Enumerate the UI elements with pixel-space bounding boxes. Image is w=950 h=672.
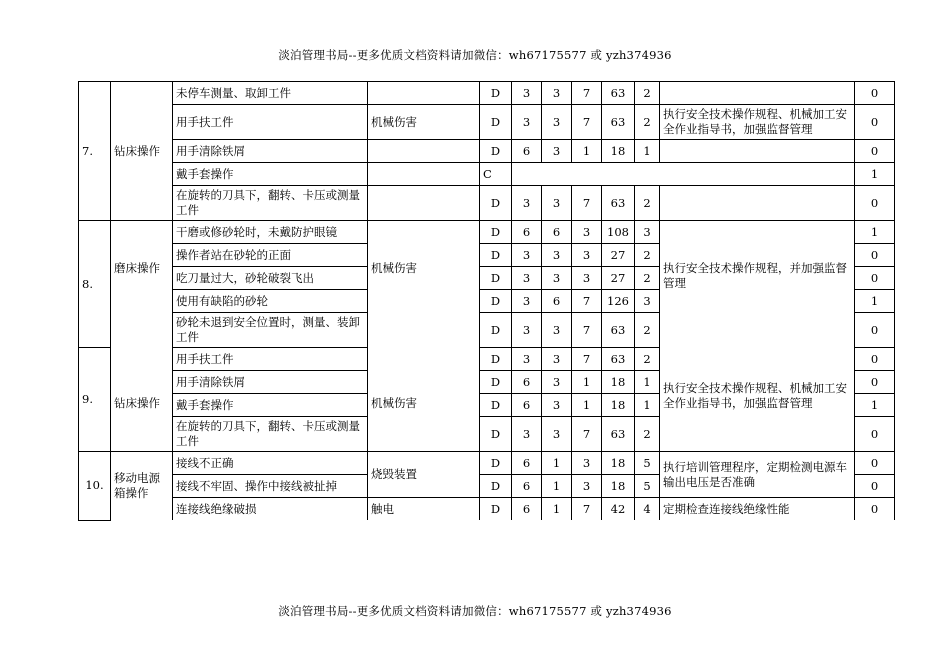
group-number: 7. — [79, 82, 111, 221]
c-value: 3 — [572, 267, 602, 290]
table-row — [79, 452, 895, 475]
table-row — [79, 82, 895, 105]
table-row — [79, 221, 895, 244]
task-name: 钻床操作 — [111, 82, 173, 221]
level-value: 1 — [635, 371, 660, 394]
consequence-cell: 机械伤害 — [368, 105, 480, 140]
l-value: 6 — [512, 371, 542, 394]
task-name: 移动电源箱操作 — [111, 452, 173, 521]
method-cell: D — [480, 82, 512, 105]
hazard-cell: 未停车测量、取卸工件 — [173, 82, 368, 105]
table-row — [79, 163, 895, 186]
l-value: 3 — [512, 186, 542, 221]
task-name — [111, 221, 173, 452]
level-value: 2 — [635, 82, 660, 105]
hazard-cell: 用手清除铁屑 — [173, 140, 368, 163]
e-value: 1 — [542, 452, 572, 475]
e-value: 1 — [542, 498, 572, 521]
level-value: 5 — [635, 475, 660, 498]
level-value: 3 — [635, 221, 660, 244]
consequence-cell — [368, 82, 480, 105]
measure-cell — [660, 140, 855, 163]
extra-value: 1 — [855, 163, 895, 186]
level-value: 2 — [635, 313, 660, 348]
method-cell: D — [480, 452, 512, 475]
c-value: 7 — [572, 498, 602, 521]
hazard-cell: 在旋转的刀具下，翻转、卡压或测量工件 — [173, 417, 368, 452]
table-row — [79, 186, 895, 221]
c-value: 3 — [572, 452, 602, 475]
group-number: 8. — [79, 221, 111, 348]
measure-9: 执行安全技术操作规程、机械加工安全作业指导书，加强监督管理 — [663, 381, 847, 410]
c-value: 7 — [572, 82, 602, 105]
level-value: 2 — [635, 105, 660, 140]
measure-cell — [660, 221, 855, 452]
hazard-cell: 使用有缺陷的砂轮 — [173, 290, 368, 313]
method-cell: D — [480, 313, 512, 348]
task-name-8: 磨床操作 — [114, 261, 160, 275]
consequence-9: 机械伤害 — [371, 396, 417, 410]
l-value: 6 — [512, 452, 542, 475]
hazard-cell: 用手清除铁屑 — [173, 371, 368, 394]
measure-cell: 定期检查连接线绝缘性能 — [660, 498, 855, 521]
table-row — [79, 140, 895, 163]
extra-value: 0 — [855, 186, 895, 221]
l-value: 6 — [512, 221, 542, 244]
hazard-cell: 砂轮未退到安全位置时，测量、装卸工件 — [173, 313, 368, 348]
score-value: 63 — [602, 186, 635, 221]
hazard-cell: 吃刀量过大，砂轮破裂飞出 — [173, 267, 368, 290]
measure-8: 执行安全技术操作规程，并加强监督管理 — [663, 261, 847, 290]
c-value: 7 — [572, 105, 602, 140]
extra-value: 1 — [855, 290, 895, 313]
level-value: 5 — [635, 452, 660, 475]
e-value: 3 — [542, 348, 572, 371]
hazard-cell: 戴手套操作 — [173, 163, 368, 186]
merged-empty-cell — [512, 163, 855, 186]
hazard-cell: 在旋转的刀具下，翻转、卡压或测量工件 — [173, 186, 368, 221]
score-value: 27 — [602, 267, 635, 290]
c-value: 7 — [572, 417, 602, 452]
l-value: 3 — [512, 290, 542, 313]
method-cell: D — [480, 475, 512, 498]
e-value: 3 — [542, 394, 572, 417]
hazard-cell: 连接线绝缘破损 — [173, 498, 368, 521]
risk-assessment-table — [78, 81, 895, 521]
l-value: 3 — [512, 105, 542, 140]
method-cell: D — [480, 498, 512, 521]
c-value: 3 — [572, 475, 602, 498]
e-value: 6 — [542, 290, 572, 313]
method-cell: D — [480, 140, 512, 163]
e-value: 3 — [542, 417, 572, 452]
e-value: 6 — [542, 221, 572, 244]
consequence-8: 机械伤害 — [371, 261, 417, 275]
level-value: 1 — [635, 140, 660, 163]
e-value: 3 — [542, 105, 572, 140]
score-value: 18 — [602, 394, 635, 417]
e-value: 3 — [542, 244, 572, 267]
method-cell: D — [480, 186, 512, 221]
extra-value: 1 — [855, 221, 895, 244]
l-value: 6 — [512, 498, 542, 521]
score-value: 18 — [602, 371, 635, 394]
score-value: 63 — [602, 82, 635, 105]
extra-value: 1 — [855, 394, 895, 417]
score-value: 63 — [602, 105, 635, 140]
score-value: 18 — [602, 475, 635, 498]
c-value: 1 — [572, 394, 602, 417]
hazard-cell: 干磨或修砂轮时，未戴防护眼镜 — [173, 221, 368, 244]
level-value: 1 — [635, 394, 660, 417]
score-value: 42 — [602, 498, 635, 521]
extra-value: 0 — [855, 313, 895, 348]
score-value: 27 — [602, 244, 635, 267]
table-row — [79, 498, 895, 521]
e-value: 3 — [542, 371, 572, 394]
method-cell: D — [480, 244, 512, 267]
score-value: 126 — [602, 290, 635, 313]
group-number: 9. — [79, 348, 111, 452]
l-value: 3 — [512, 313, 542, 348]
consequence-cell — [368, 163, 480, 186]
consequence-cell — [368, 140, 480, 163]
extra-value: 0 — [855, 498, 895, 521]
level-value: 2 — [635, 186, 660, 221]
l-value: 3 — [512, 417, 542, 452]
e-value: 3 — [542, 313, 572, 348]
extra-value: 0 — [855, 371, 895, 394]
score-value: 63 — [602, 348, 635, 371]
e-value: 3 — [542, 267, 572, 290]
measure-cell: 执行培训管理程序，定期检测电源车输出电压是否准确 — [660, 452, 855, 498]
score-value: 18 — [602, 140, 635, 163]
l-value: 3 — [512, 267, 542, 290]
c-value: 7 — [572, 186, 602, 221]
measure-cell — [660, 82, 855, 105]
e-value: 3 — [542, 186, 572, 221]
l-value: 3 — [512, 348, 542, 371]
hazard-cell: 接线不牢固、操作中接线被扯掉 — [173, 475, 368, 498]
level-value: 4 — [635, 498, 660, 521]
level-value: 3 — [635, 290, 660, 313]
score-value: 63 — [602, 313, 635, 348]
method-cell: D — [480, 394, 512, 417]
method-cell: D — [480, 290, 512, 313]
l-value: 3 — [512, 82, 542, 105]
score-value: 108 — [602, 221, 635, 244]
extra-value: 0 — [855, 140, 895, 163]
c-value: 3 — [572, 221, 602, 244]
page-header: 淡泊管理书局--更多优质文档资料请加微信：wh67175577 或 yzh374936 — [278, 48, 672, 62]
hazard-cell: 戴手套操作 — [173, 394, 368, 417]
l-value: 6 — [512, 475, 542, 498]
extra-value: 0 — [855, 82, 895, 105]
e-value: 3 — [542, 82, 572, 105]
l-value: 3 — [512, 244, 542, 267]
task-name-9: 钻床操作 — [114, 396, 160, 410]
level-value: 2 — [635, 267, 660, 290]
level-value: 2 — [635, 244, 660, 267]
level-value: 2 — [635, 348, 660, 371]
method-cell: D — [480, 371, 512, 394]
measure-cell — [660, 186, 855, 221]
c-value: 7 — [572, 290, 602, 313]
e-value: 3 — [542, 140, 572, 163]
hazard-cell: 用手扶工件 — [173, 105, 368, 140]
extra-value: 0 — [855, 475, 895, 498]
measure-cell: 执行安全技术操作规程、机械加工安全作业指导书，加强监督管理 — [660, 105, 855, 140]
c-value: 7 — [572, 348, 602, 371]
c-value: 3 — [572, 244, 602, 267]
l-value: 6 — [512, 394, 542, 417]
l-value: 6 — [512, 140, 542, 163]
score-value: 18 — [602, 452, 635, 475]
method-cell: D — [480, 417, 512, 452]
e-value: 1 — [542, 475, 572, 498]
group-number: 10. — [79, 452, 111, 521]
method-cell: D — [480, 348, 512, 371]
extra-value: 0 — [855, 244, 895, 267]
page-footer: 淡泊管理书局--更多优质文档资料请加微信：wh67175577 或 yzh374936 — [278, 604, 672, 618]
consequence-cell — [368, 221, 480, 452]
consequence-cell — [368, 186, 480, 221]
hazard-cell: 接线不正确 — [173, 452, 368, 475]
consequence-cell: 烧毁装置 — [368, 452, 480, 498]
c-value: 1 — [572, 140, 602, 163]
c-value: 1 — [572, 371, 602, 394]
method-cell: D — [480, 105, 512, 140]
hazard-cell: 操作者站在砂轮的正面 — [173, 244, 368, 267]
method-cell: D — [480, 221, 512, 244]
extra-value: 0 — [855, 417, 895, 452]
level-value: 2 — [635, 417, 660, 452]
table-row — [79, 105, 895, 140]
extra-value: 0 — [855, 105, 895, 140]
score-value: 63 — [602, 417, 635, 452]
extra-value: 0 — [855, 452, 895, 475]
extra-value: 0 — [855, 348, 895, 371]
consequence-cell: 触电 — [368, 498, 480, 521]
method-cell: C — [480, 163, 512, 186]
method-cell: D — [480, 267, 512, 290]
hazard-cell: 用手扶工件 — [173, 348, 368, 371]
extra-value: 0 — [855, 267, 895, 290]
c-value: 7 — [572, 313, 602, 348]
